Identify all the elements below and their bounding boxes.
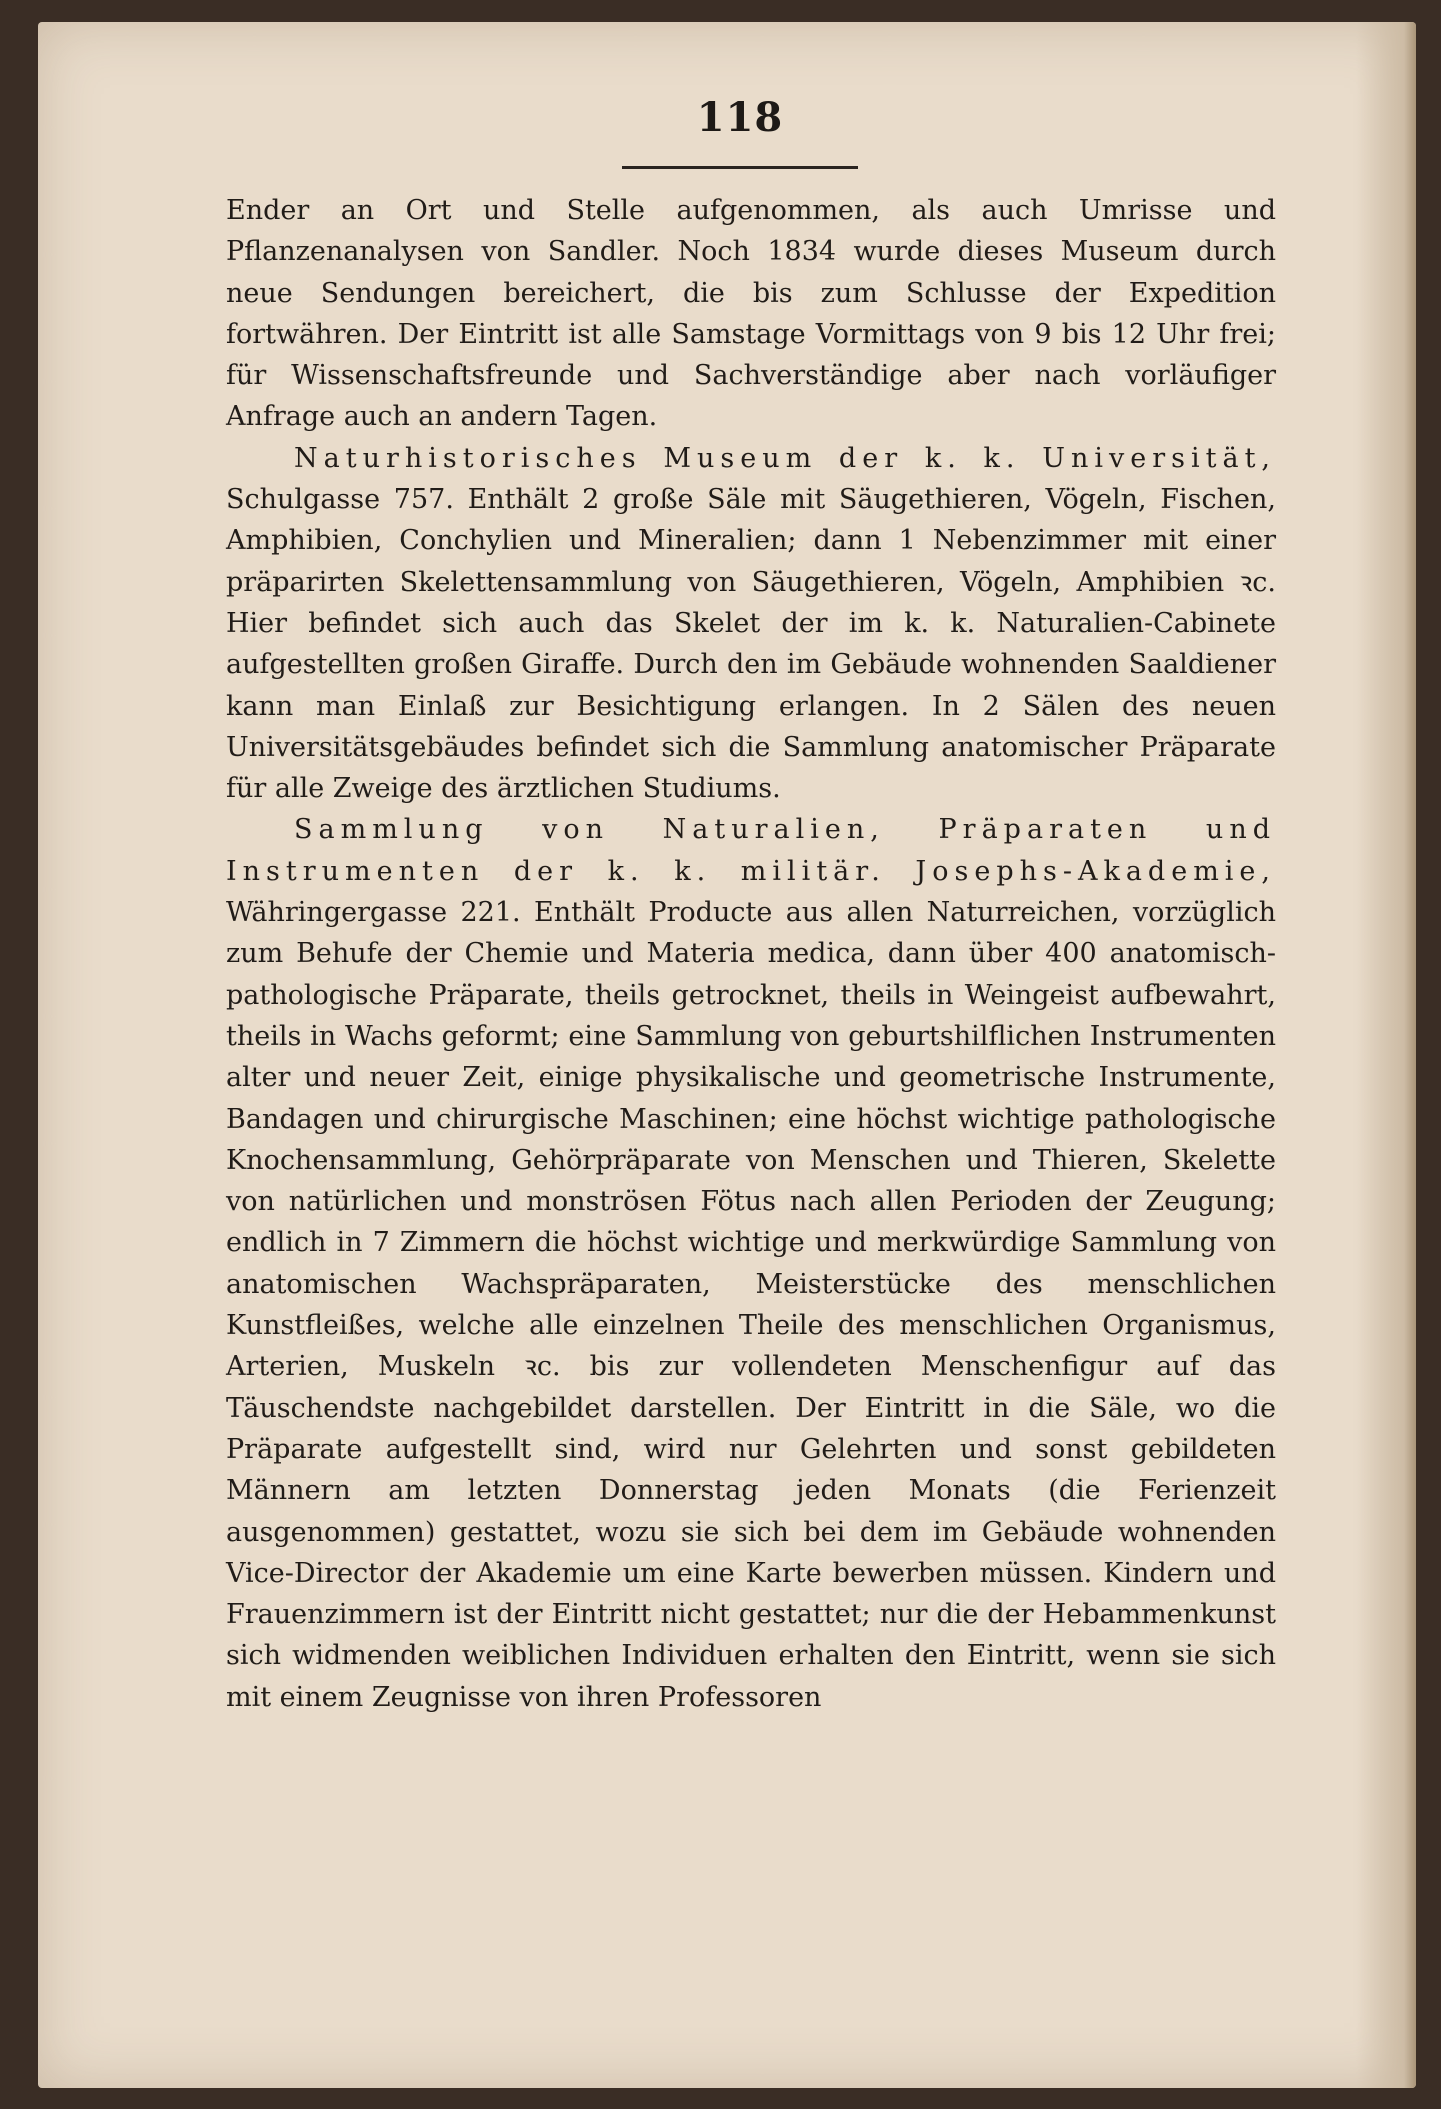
- paragraph-3-body: Währingergasse 221. Enthält Producte aus allen Naturreichen, vorzüglich zum Behufe der Chemie und Materia medica, dann über 400 anatomisch-pathologische Präparate, theils getrocknet, theils in Weingeist aufbewahrt, theils in Wachs geformt; eine Sammlung von geburtshilflichen Instrumenten alter und neuer Zeit, einige physikalische und geometrische Instrumente, Bandagen und chirurgische Maschinen; eine höchst wichtige pathologische Knochensammlung, Gehörpräparate von Menschen und Thieren, Skelette von natürlichen und monströsen Fötus nach allen Perioden der Zeugung; endlich in 7 Zimmern die höchst wichtige und merkwürdige Sammlung von anatomischen Wachspräparaten, Meisterstücke des menschlichen Kunstfleißes, welche alle einzelnen Theile des menschlichen Organismus, Arterien, Muskeln ꝛc. bis zur vollendeten Menschenfigur auf das Täuschendste nachgebildet darstellen. Der Eintritt in die Säle, wo die Präparate aufgestellt sind, wird nur Gelehrten und sonst gebildeten Männern am letzten Donnerstag jeden Monats (die Ferienzeit ausgenommen) gestattet, wozu sie sich bei dem im Gebäude wohnenden Vice-Director der Akademie um eine Karte bewerben müssen. Kindern und Frauenzimmern ist der Eintritt nicht gestattet; nur die der Hebammenkunst sich widmenden weiblichen Individuen erhalten den Eintritt, wenn sie sich mit einem Zeugnisse von ihren Professoren: [226, 897, 1276, 1713]
- page-edge-shadow: [1356, 22, 1416, 2088]
- paragraph-1: [226, 190, 1276, 438]
- paragraph-2-heading: Naturhistorisches Museum der k. k. Universität,: [294, 442, 1276, 474]
- paragraph-2: [226, 438, 1276, 810]
- page-body: [226, 190, 1276, 1718]
- paragraph-3-heading: Sammlung von Naturalien, Präparaten und Instrumenten der k. k. militär. Josephs-Akademie,: [226, 814, 1276, 887]
- paragraph-1-body: Ender an Ort und Stelle aufgenommen, als auch Umrisse und Pflanzenanalysen von Sandler. Noch 1834 wurde dieses Museum durch neue Sendungen bereichert, die bis zum Schlusse der Expedition fortwähren. Der Eintritt ist alle Samstage Vormittags von 9 bis 12 Uhr frei; für Wissenschaftsfreunde und Sachverständige aber nach vorläufiger Anfrage auch an andern Tagen.: [226, 195, 1276, 433]
- paragraph-2-body: Schulgasse 757. Enthält 2 große Säle mit Säugethieren, Vögeln, Fischen, Amphibien, Conchylien und Mineralien; dann 1 Nebenzimmer mit einer präparirten Skelettensammlung von Säugethieren, Vögeln, Amphibien ꝛc. Hier befindet sich auch das Skelet der im k. k. Naturalien-Cabinete aufgestellten großen Giraffe. Durch den im Gebäude wohnenden Saaldiener kann man Einlaß zur Besichtigung erlangen. In 2 Sälen des neuen Universitätsgebäudes befindet sich die Sammlung anatomischer Präparate für alle Zweige des ärztlichen Studiums.: [226, 484, 1276, 805]
- header-rule: [622, 166, 858, 169]
- page-number: 118: [696, 94, 784, 141]
- paragraph-3: [226, 809, 1276, 1718]
